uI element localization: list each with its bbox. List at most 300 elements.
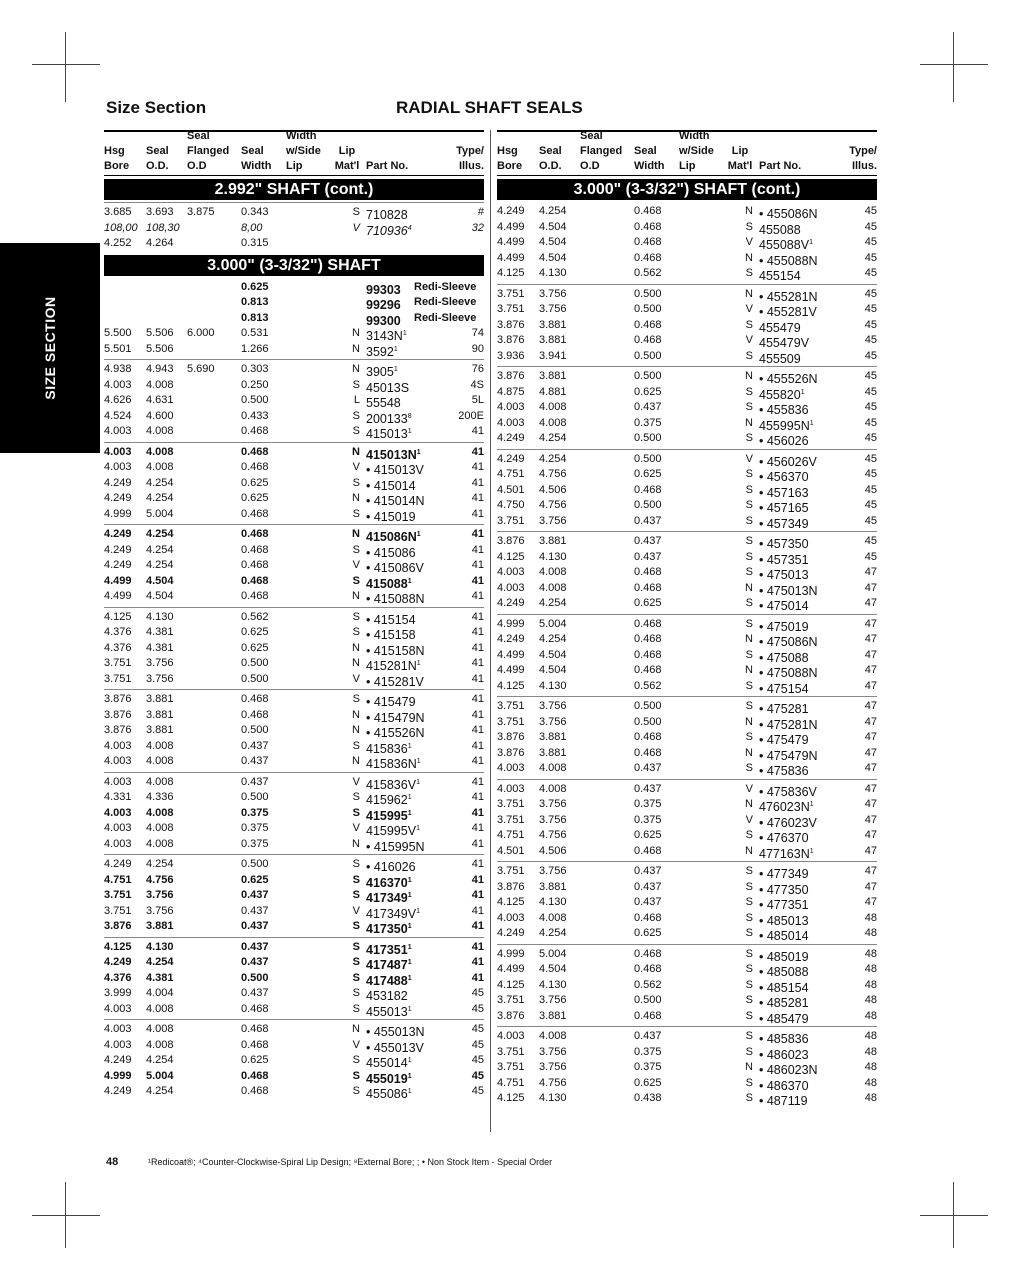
cell-hsg-bore: 3.876 — [497, 731, 525, 743]
table-row — [497, 1076, 877, 1092]
cell-flanged-od — [580, 844, 634, 860]
table-row — [497, 333, 877, 349]
cell-flanged-od — [580, 596, 634, 612]
cell-lip-mat: S — [352, 206, 360, 218]
cell-part-no — [759, 220, 839, 236]
cell-flanged-od — [187, 1002, 241, 1018]
cell-hsg-bore: 4.249 — [104, 543, 132, 556]
cell-lip-mat: N — [352, 590, 360, 602]
cell-lip-mat: N — [745, 581, 753, 594]
cell-part-no — [366, 491, 446, 507]
cell-lip-mat: V — [745, 452, 753, 465]
part-number: 417487 — [366, 958, 408, 973]
table-row — [497, 467, 877, 483]
part-footnote-mark: 1 — [407, 742, 412, 750]
cell-seal-od: 3.881 — [539, 1009, 567, 1022]
cell-part-no — [759, 895, 839, 911]
table-row — [104, 476, 484, 492]
cell-lip-mat: N — [745, 798, 753, 810]
hdr-width-side-lip: Width w/Side Lip — [679, 130, 714, 172]
part-footnote-mark: 1 — [407, 959, 412, 966]
cell-hsg-bore: 4.376 — [104, 626, 132, 638]
cell-seal-width: 0.468 — [634, 664, 662, 676]
row-group — [497, 614, 877, 695]
cell-seal-od: 5.004 — [146, 1069, 174, 1082]
cell-hsg-bore: 4.003 — [497, 401, 525, 413]
cell-flanged-od: 5.690 — [187, 363, 215, 375]
cell-hsg-bore: 4.249 — [104, 1085, 132, 1097]
cell-type-illus: 47 — [864, 664, 877, 676]
cell-seal-od: 4.504 — [539, 664, 567, 676]
cell-hsg-bore: 4.003 — [104, 1023, 132, 1035]
cell-type-illus: 45 — [864, 318, 877, 331]
cell-hsg-bore: 4.499 — [497, 648, 525, 661]
hdr-seal-flanged-od: Seal Flanged O.D — [187, 130, 230, 172]
cell-hsg-bore: 4.249 — [497, 927, 525, 939]
cell-seal-width: 0.468 — [634, 334, 662, 346]
table-row — [104, 708, 484, 724]
cell-lip-mat: N — [352, 837, 360, 850]
part-number: 415013 — [366, 427, 408, 442]
cell-lip-mat: S — [745, 731, 753, 743]
part-number: • 415086 — [366, 545, 416, 560]
cell-flanged-od — [580, 204, 634, 220]
cell-width-side-lip — [679, 1076, 727, 1092]
cell-seal-width: 0.433 — [241, 409, 269, 422]
cell-hsg-bore — [104, 311, 146, 327]
cell-flanged-od — [187, 641, 241, 657]
cell-lip-mat: S — [745, 1045, 753, 1058]
cell-part-no — [759, 498, 839, 514]
cell-lip-mat: S — [352, 507, 360, 520]
cell-part-no — [366, 476, 446, 492]
row-group — [104, 1019, 484, 1100]
table-row — [104, 837, 484, 853]
table-row — [104, 986, 484, 1002]
cell-seal-width: 0.625 — [634, 385, 662, 398]
cell-lip-mat: V — [745, 236, 753, 248]
cell-part-no — [366, 857, 446, 873]
cell-flanged-od — [187, 378, 241, 394]
cell-lip-mat: S — [352, 858, 360, 870]
cell-seal-od: 4.264 — [146, 237, 174, 249]
cell-flanged-od — [580, 550, 634, 566]
cell-seal-width: 0.437 — [634, 762, 662, 774]
cell-hsg-bore: 4.376 — [104, 971, 132, 984]
cell-lip-mat: S — [352, 889, 360, 901]
part-number: • 416026 — [366, 860, 416, 875]
cell-flanged-od — [187, 527, 241, 543]
cell-flanged-od — [580, 1045, 634, 1061]
cell-hsg-bore: 4.999 — [104, 1069, 132, 1082]
table-row — [497, 1045, 877, 1061]
table-row — [497, 1009, 877, 1025]
table-row — [497, 220, 877, 236]
cell-lip-mat — [334, 280, 366, 296]
cell-seal-od: 4.254 — [146, 956, 174, 968]
cell-type-illus: 41 — [471, 837, 484, 850]
cell-flanged-od — [580, 1029, 634, 1045]
cell-width-side-lip — [679, 1045, 727, 1061]
cell-part-no — [759, 385, 839, 401]
cell-lip-mat: N — [352, 724, 360, 736]
cell-lip-mat: S — [745, 829, 753, 841]
cell-width-side-lip — [679, 514, 727, 530]
cell-lip-mat: N — [352, 528, 360, 540]
cell-seal-od: 4.008 — [146, 461, 174, 473]
row-group — [497, 861, 877, 942]
part-number: • 415086V — [366, 561, 424, 576]
cell-seal-od: 4.254 — [146, 559, 174, 571]
cell-type-illus: 41 — [471, 858, 484, 870]
cell-type-illus: 41 — [471, 507, 484, 520]
cell-seal-od: 4.381 — [146, 971, 174, 984]
cell-width-side-lip — [679, 864, 727, 880]
cell-flanged-od — [187, 625, 241, 641]
cell-width-side-lip — [286, 1084, 334, 1100]
cell-flanged-od — [580, 498, 634, 514]
cell-lip-mat: N — [352, 1023, 360, 1035]
cell-type-illus: 41 — [471, 889, 484, 901]
cell-type-illus: 45 — [864, 220, 877, 233]
table-row — [104, 236, 484, 252]
cell-seal-od: 4.254 — [146, 528, 174, 540]
cell-seal-od: 4.504 — [539, 236, 567, 248]
cell-lip-mat: N — [352, 363, 360, 375]
cell-width-side-lip — [286, 971, 334, 987]
table-row — [104, 507, 484, 523]
cell-hsg-bore: 3.751 — [104, 889, 132, 901]
cell-flanged-od — [580, 617, 634, 633]
cell-part-no — [366, 424, 446, 440]
cell-lip-mat: S — [352, 378, 360, 391]
cell-flanged-od — [187, 424, 241, 440]
cell-seal-width: 0.468 — [241, 1085, 269, 1097]
cell-hsg-bore: 4.125 — [497, 550, 525, 563]
cell-seal-od: 4.008 — [146, 822, 174, 834]
cell-type-illus: 45 — [864, 401, 877, 413]
cell-seal-width: 0.437 — [634, 782, 662, 795]
cell-type-illus: 47 — [864, 566, 877, 578]
cell-seal-od: 4.008 — [539, 762, 567, 774]
cell-part-no — [366, 821, 446, 837]
hdr-part-no: Part No. — [759, 160, 802, 172]
cell-width-side-lip — [679, 782, 727, 798]
cell-width-side-lip — [286, 460, 334, 476]
cell-seal-width: 0.468 — [634, 483, 662, 496]
cell-hsg-bore: 4.875 — [497, 385, 525, 398]
cell-seal-od: 4.254 — [146, 492, 174, 504]
cell-seal-od: 4.381 — [146, 626, 174, 638]
cell-part-no — [759, 416, 839, 432]
part-number: • 485154 — [759, 980, 809, 995]
cell-type-illus: 47 — [864, 896, 877, 908]
cell-width-side-lip — [679, 730, 727, 746]
cell-seal-od: 4.008 — [146, 1023, 174, 1035]
row-group — [104, 442, 484, 523]
cell-hsg-bore: 4.003 — [104, 1038, 132, 1051]
cell-flanged-od — [580, 302, 634, 318]
cell-hsg-bore: 4.003 — [104, 775, 132, 788]
cell-type-illus: 41 — [471, 461, 484, 473]
cell-part-no — [759, 1009, 839, 1025]
cell-type-illus: 45 — [471, 1054, 484, 1066]
cell-width-side-lip — [679, 369, 727, 385]
cell-flanged-od — [580, 978, 634, 994]
cell-type-illus: 47 — [864, 648, 877, 661]
cell-type-illus: 45 — [864, 550, 877, 563]
part-number: • 486370 — [759, 1078, 809, 1093]
cell-seal-width: 0.437 — [634, 865, 662, 877]
cell-flanged-od — [580, 1009, 634, 1025]
table-row — [497, 1029, 877, 1045]
shaft-banner: 3.000" (3-3/32") SHAFT (cont.) — [497, 179, 877, 200]
table-row — [104, 280, 484, 296]
cell-flanged-od — [187, 574, 241, 590]
cell-width-side-lip — [679, 1091, 727, 1107]
part-footnote-mark: 1 — [407, 809, 412, 817]
cell-hsg-bore: 4.626 — [104, 394, 132, 406]
cell-seal-width: 0.468 — [634, 648, 662, 661]
cell-part-no — [759, 1029, 839, 1045]
cell-flanged-od — [187, 543, 241, 559]
cell-width-side-lip — [286, 527, 334, 543]
cell-part-no — [366, 806, 446, 822]
cell-part-no — [366, 955, 446, 971]
cell-width-side-lip — [679, 452, 727, 468]
cell-flanged-od — [187, 558, 241, 574]
part-number: 455154 — [759, 269, 801, 284]
cell-seal-width: 0.468 — [241, 693, 269, 705]
part-number: 453182 — [366, 989, 408, 1004]
cell-seal-od: 3.756 — [539, 1061, 567, 1073]
cell-width-side-lip — [286, 672, 334, 688]
cell-flanged-od — [580, 251, 634, 267]
row-group — [497, 531, 877, 612]
cell-seal-od: 4.506 — [539, 483, 567, 496]
table-row — [104, 790, 484, 806]
cell-seal-od: 4.600 — [146, 409, 174, 422]
part-number: • 477350 — [759, 882, 809, 897]
part-number: • 475479N — [759, 748, 818, 763]
cell-hsg-bore: 4.003 — [497, 416, 525, 429]
cell-hsg-bore: 3.685 — [104, 206, 132, 218]
part-footnote-mark: 1 — [393, 345, 398, 353]
cell-part-no — [759, 1045, 839, 1061]
cell-type-illus: 45 — [864, 205, 877, 217]
row-group — [104, 772, 484, 853]
cell-hsg-bore: 4.003 — [497, 762, 525, 774]
cell-type-illus: 47 — [864, 746, 877, 759]
cell-flanged-od — [580, 581, 634, 597]
part-number: 3592 — [366, 344, 394, 359]
cell-hsg-bore: 3.876 — [497, 746, 525, 759]
cell-lip-mat: S — [745, 1009, 753, 1022]
cell-seal-od: 3.756 — [539, 514, 567, 527]
cell-seal-width: 0.468 — [241, 528, 269, 540]
cell-type-illus: 47 — [864, 679, 877, 692]
table-row — [104, 873, 484, 889]
part-number: • 485019 — [759, 949, 809, 964]
cell-part-no — [366, 656, 446, 672]
cell-type-illus: 45 — [471, 1069, 484, 1082]
cell-flanged-od — [580, 880, 634, 896]
cell-lip-mat: S — [352, 1085, 360, 1097]
table-row — [104, 393, 484, 409]
cell-seal-od: 4.008 — [146, 1002, 174, 1015]
part-number: 415995 — [366, 808, 408, 823]
cell-width-side-lip — [286, 1038, 334, 1054]
cell-seal-od: 4.756 — [539, 1076, 567, 1089]
cell-seal-width: 0.562 — [634, 267, 662, 279]
cell-width-side-lip — [679, 204, 727, 220]
cell-width-side-lip — [286, 873, 334, 889]
table-row — [497, 385, 877, 401]
part-number: • 455281N — [759, 289, 818, 304]
cell-hsg-bore: 108,00 — [104, 221, 138, 234]
cell-hsg-bore: 3.751 — [497, 865, 525, 877]
cell-flanged-od — [187, 221, 241, 237]
row-group — [497, 202, 877, 282]
part-footnote-mark: 1 — [800, 388, 805, 396]
cell-lip-mat: S — [352, 791, 360, 803]
cell-type-illus: 45 — [864, 535, 877, 547]
table-row — [104, 723, 484, 739]
cell-type-illus: 48 — [864, 1045, 877, 1058]
row-group — [104, 202, 484, 252]
cell-flanged-od — [187, 1084, 241, 1100]
cell-type-illus: 41 — [471, 574, 484, 587]
table-row — [497, 663, 877, 679]
part-footnote-mark: 1 — [416, 907, 420, 915]
cell-seal-width: 0.468 — [241, 543, 269, 556]
cell-part-no — [759, 1091, 839, 1107]
table-row — [104, 527, 484, 543]
cell-seal-od: 4.336 — [146, 791, 174, 803]
hdr-seal-width: Seal Width — [241, 145, 272, 172]
cell-hsg-bore: 3.876 — [497, 880, 525, 893]
cell-hsg-bore: 3.751 — [497, 700, 525, 712]
table-row — [104, 378, 484, 394]
table-row — [497, 715, 877, 731]
cell-seal-od: 4.506 — [539, 844, 567, 857]
cell-lip-mat: N — [352, 342, 360, 355]
cell-seal-width: 0.437 — [241, 889, 269, 901]
cell-seal-width: 0.375 — [241, 806, 269, 819]
cell-flanged-od — [580, 333, 634, 349]
cell-type-illus: 41 — [471, 445, 484, 458]
cell-type-illus: 45 — [864, 236, 877, 248]
cell-seal-width: 0.437 — [634, 401, 662, 413]
cell-part-no — [366, 873, 446, 889]
cell-seal-width: 0.468 — [241, 425, 269, 437]
part-number: • 477349 — [759, 867, 809, 882]
crop-mark — [920, 64, 988, 65]
cell-type-illus: 47 — [864, 844, 877, 857]
cell-flanged-od — [580, 1091, 634, 1107]
cell-type-illus: 41 — [471, 971, 484, 984]
table-row — [497, 251, 877, 267]
cell-lip-mat: S — [745, 550, 753, 563]
cell-seal-od: 4.756 — [539, 499, 567, 511]
part-number: • 455013N — [366, 1025, 425, 1040]
cell-seal-od: 3.756 — [539, 303, 567, 315]
part-number: • 415526N — [366, 726, 425, 741]
cell-flanged-od — [580, 235, 634, 251]
part-number: 200133 — [366, 411, 408, 426]
part-number: • 475281 — [759, 702, 809, 717]
cell-width-side-lip — [679, 746, 727, 762]
side-tab — [0, 243, 100, 453]
cell-hsg-bore: 4.751 — [497, 468, 525, 480]
cell-type-illus: 41 — [471, 528, 484, 540]
cell-part-no — [759, 534, 839, 550]
cell-lip-mat: S — [352, 1054, 360, 1066]
part-footnote-mark: 1 — [416, 778, 420, 786]
cell-hsg-bore — [104, 295, 146, 311]
table-row — [497, 483, 877, 499]
part-number: • 475836 — [759, 764, 809, 779]
table-row — [497, 947, 877, 963]
cell-lip-mat: V — [352, 904, 360, 917]
part-number: • 457350 — [759, 537, 809, 552]
cell-lip-mat: N — [352, 641, 360, 654]
cell-type-illus: 200E — [458, 409, 484, 422]
cell-width-side-lip — [679, 895, 727, 911]
cell-seal-width: 0.437 — [241, 739, 269, 752]
cell-type-illus: 41 — [471, 492, 484, 504]
cell-hsg-bore: 4.003 — [104, 378, 132, 391]
cell-seal-od: 4.008 — [539, 401, 567, 413]
cell-part-no — [366, 641, 446, 657]
cell-width-side-lip — [679, 880, 727, 896]
cell-hsg-bore: 4.249 — [104, 476, 132, 489]
cell-hsg-bore: 3.751 — [497, 514, 525, 527]
part-number: • 415088N — [366, 592, 425, 607]
table-row — [497, 679, 877, 695]
side-tab-label: SIZE SECTION — [42, 296, 58, 400]
cell-seal-width: 0.250 — [241, 378, 269, 391]
table-row — [104, 672, 484, 688]
cell-part-no — [366, 558, 446, 574]
part-number: • 476370 — [759, 831, 809, 846]
cell-lip-mat: N — [352, 327, 360, 339]
cell-width-side-lip — [679, 813, 727, 829]
cell-flanged-od — [187, 610, 241, 626]
cell-flanged-od — [187, 236, 241, 252]
cell-seal-od: 3.881 — [539, 746, 567, 759]
cell-seal-od: 4.254 — [539, 927, 567, 939]
part-number: • 415154 — [366, 612, 416, 627]
cell-width-side-lip — [679, 266, 727, 282]
table-row — [104, 1022, 484, 1038]
cell-hsg-bore: 4.003 — [104, 445, 132, 458]
part-number: • 415281V — [366, 674, 424, 689]
cell-flanged-od — [580, 318, 634, 334]
cell-type-illus: 41 — [471, 791, 484, 803]
cell-type-illus: 48 — [864, 927, 877, 939]
cell-seal-width: 0.468 — [241, 1038, 269, 1051]
cell-type-illus: 41 — [471, 425, 484, 437]
part-number: 415995V — [366, 824, 417, 839]
cell-type-illus: 45 — [864, 499, 877, 511]
cell-width-side-lip — [679, 251, 727, 267]
cell-part-no — [366, 790, 446, 806]
cell-flanged-od — [187, 1022, 241, 1038]
cell-part-no — [759, 828, 839, 844]
cell-flanged-od — [187, 775, 241, 791]
cell-lip-mat: V — [352, 461, 360, 473]
